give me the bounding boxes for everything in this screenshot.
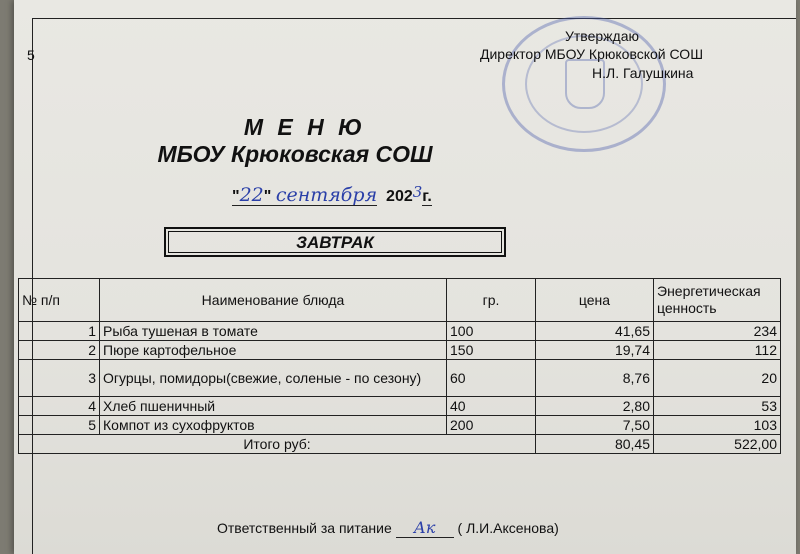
table-header-row (19, 279, 781, 322)
table-row (19, 397, 781, 416)
page-title: М Е Н Ю (243, 114, 367, 140)
row-name: Хлеб пшеничный (100, 397, 447, 416)
approval-position: Директор МБОУ Крюковской СОШ (480, 46, 704, 62)
responsible-signature: Ак (396, 518, 454, 538)
row-num: 5 (19, 416, 100, 435)
total-label: Итого руб: (19, 435, 536, 454)
row-gr: 40 (447, 397, 536, 416)
header-energy: Энергетическая ценность (654, 279, 781, 322)
approval-signer: Н.Л. Галушкина (592, 65, 694, 81)
total-row (19, 435, 781, 454)
row-name: Компот из сухофруктов (100, 416, 447, 435)
row-gr: 100 (447, 322, 536, 341)
row-price: 8,76 (536, 360, 654, 397)
row-price: 7,50 (536, 416, 654, 435)
approval-heading: Утверждаю (565, 28, 639, 44)
row-gr: 150 (447, 341, 536, 360)
document-page (14, 0, 796, 554)
table-row (19, 360, 781, 397)
date-year-suffix: 3 (412, 183, 423, 201)
table-row (19, 416, 781, 435)
row-energy: 20 (654, 360, 781, 397)
row-energy: 112 (654, 341, 781, 360)
row-gr: 60 (447, 360, 536, 397)
row-name: Рыба тушеная в томате (100, 322, 447, 341)
row-energy: 234 (654, 322, 781, 341)
header-name: Наименование блюда (100, 279, 447, 322)
date-day: 22 (239, 184, 264, 206)
row-num: 3 (19, 360, 100, 397)
page-number: 5 (27, 47, 35, 63)
total-energy: 522,00 (654, 435, 781, 454)
menu-table (18, 278, 781, 454)
table-row (19, 341, 781, 360)
row-price: 41,65 (536, 322, 654, 341)
row-num: 2 (19, 341, 100, 360)
row-price: 2,80 (536, 397, 654, 416)
row-name: Огурцы, помидоры(свежие, соленые - по сезону) (100, 360, 447, 397)
row-gr: 200 (447, 416, 536, 435)
table-row (19, 322, 781, 341)
header-price: цена (536, 279, 654, 322)
menu-date: "22" сентября 2023г. (232, 183, 432, 206)
responsible-name: ( Л.И.Аксенова) (457, 520, 559, 536)
date-year-prefix: 202 (386, 188, 413, 205)
total-price: 80,45 (536, 435, 654, 454)
row-name: Пюре картофельное (100, 341, 447, 360)
header-num: № п/п (19, 279, 100, 322)
row-num: 4 (19, 397, 100, 416)
date-month: сентября (275, 184, 378, 206)
row-price: 19,74 (536, 341, 654, 360)
row-energy: 103 (654, 416, 781, 435)
section-title: ЗАВТРАК (164, 227, 506, 257)
row-energy: 53 (654, 397, 781, 416)
responsible-label: Ответственный за питание (217, 520, 392, 536)
row-num: 1 (19, 322, 100, 341)
header-gr: гр. (447, 279, 536, 322)
responsible-line (217, 518, 559, 538)
school-name: МБОУ Крюковская СОШ (157, 141, 433, 167)
date-year-unit: г. (422, 188, 432, 205)
